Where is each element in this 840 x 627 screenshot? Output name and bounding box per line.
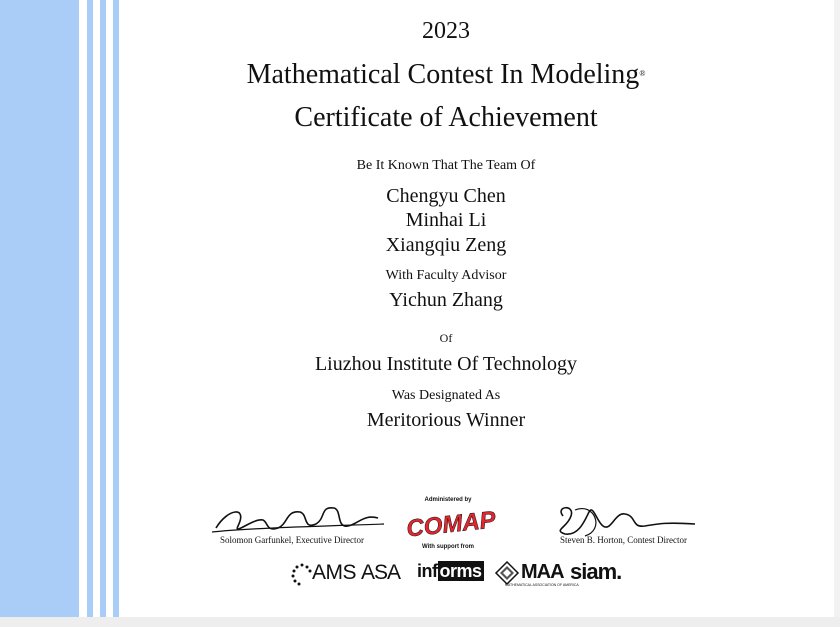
svg-text:COMAP: COMAP bbox=[405, 506, 497, 543]
institution-name: Liuzhou Institute Of Technology bbox=[314, 353, 578, 375]
certificate-year: 2023 bbox=[422, 18, 470, 44]
faculty-advisor-name: Yichun Zhang bbox=[389, 289, 503, 311]
team-member: Minhai Li bbox=[405, 209, 487, 231]
maa-subtitle: MATHEMATICAL ASSOCIATION OF AMERICA bbox=[505, 583, 579, 587]
signature-left-name: Solomon Garfunkel, Executive Director bbox=[220, 535, 364, 545]
team-member: Chengyu Chen bbox=[386, 185, 506, 207]
asa-logo: ASA bbox=[361, 561, 401, 584]
registered-mark: ® bbox=[639, 69, 646, 78]
informs-logo bbox=[417, 561, 484, 582]
team-member: Xiangqiu Zeng bbox=[385, 234, 507, 256]
informs-logo-box: orms bbox=[439, 561, 482, 581]
be-it-known-label: Be It Known That The Team Of bbox=[356, 158, 536, 173]
left-stripe-2 bbox=[100, 0, 106, 627]
contest-name-text: Mathematical Contest In Modeling bbox=[246, 59, 640, 90]
signature-right-name: Steven B. Horton, Contest Director bbox=[560, 535, 687, 545]
siam-logo: siam. bbox=[570, 559, 622, 584]
page-right-edge bbox=[834, 0, 840, 627]
left-blue-band bbox=[0, 0, 79, 627]
left-stripe-1 bbox=[87, 0, 93, 627]
comap-logo bbox=[405, 504, 497, 543]
maa-logo: MAA bbox=[521, 561, 564, 583]
contest-name bbox=[120, 59, 772, 91]
ams-star-icon bbox=[290, 562, 314, 586]
faculty-advisor-label: With Faculty Advisor bbox=[385, 268, 507, 283]
award-level: Meritorious Winner bbox=[366, 409, 526, 431]
informs-logo-text: inf bbox=[417, 561, 438, 581]
of-label: Of bbox=[439, 331, 453, 345]
designated-label: Was Designated As bbox=[391, 388, 501, 403]
certificate-title: Certificate of Achievement bbox=[294, 102, 598, 133]
left-stripe-3 bbox=[113, 0, 119, 627]
ams-logo: AMS bbox=[312, 561, 357, 584]
administered-by-label: Administered by bbox=[424, 497, 472, 503]
with-support-label: With support from bbox=[422, 544, 474, 550]
page-bottom-edge bbox=[0, 617, 840, 627]
signature-right-image bbox=[545, 500, 705, 540]
signature-left-image bbox=[208, 498, 388, 540]
